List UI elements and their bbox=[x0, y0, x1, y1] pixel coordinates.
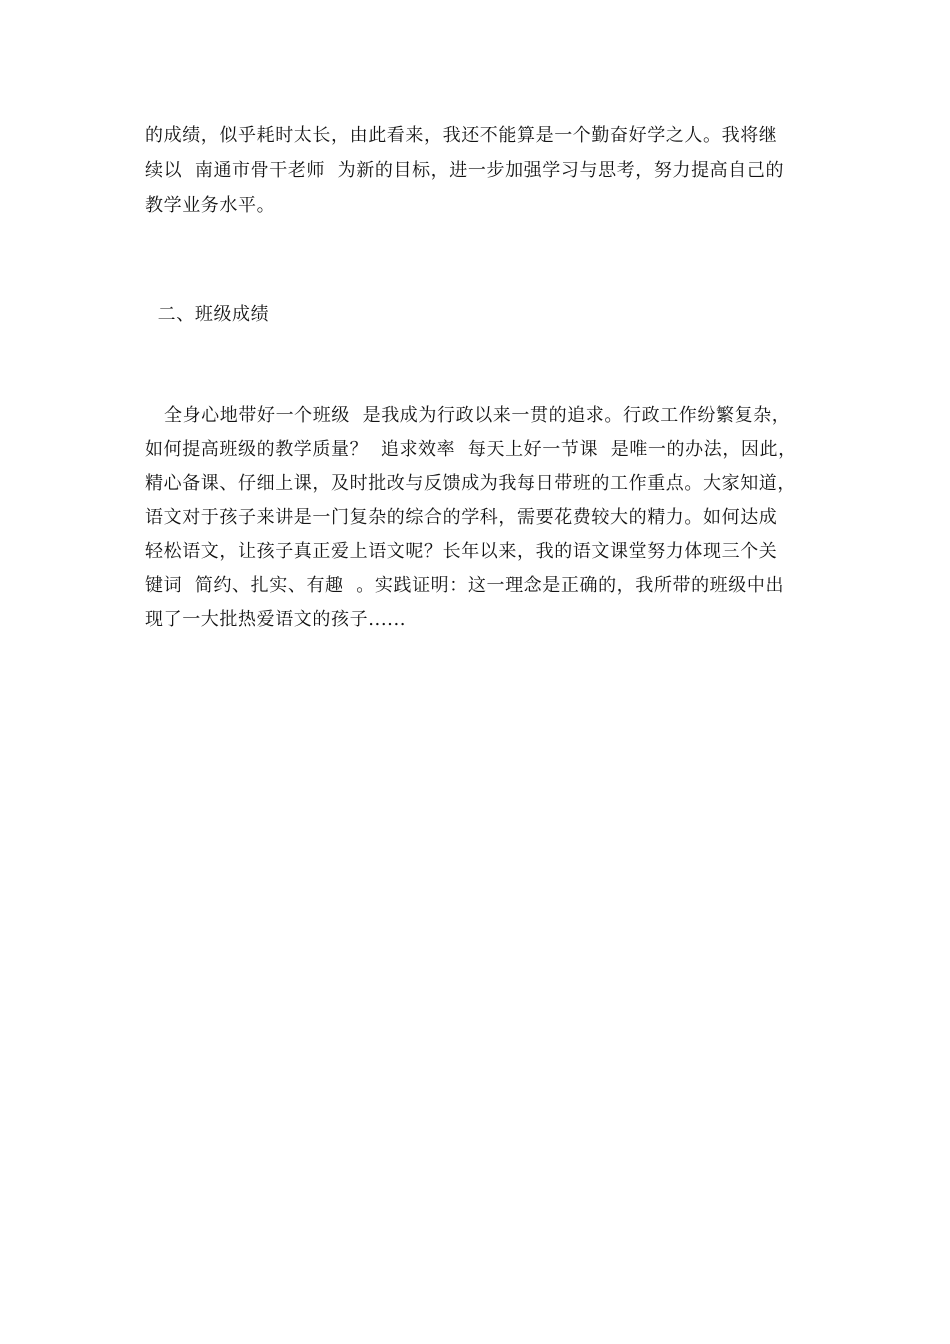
paragraph-2-line-4: 语文对于孩子来讲是一门复杂的综合的学科，需要花费较大的精力。如何达成 bbox=[145, 507, 778, 528]
paragraph-2-line-3: 精心备课、仔细上课，及时批改与反馈成为我每日带班的工作重点。大家知道， bbox=[145, 473, 796, 494]
paragraph-2-line-6: 键词 简约、扎实、有趣 。实践证明：这一理念是正确的，我所带的班级中出 bbox=[145, 575, 785, 596]
paragraph-2-line-5: 轻松语文，让孩子真正爱上语文呢？长年以来，我的语文课堂努力体现三个关 bbox=[145, 541, 778, 562]
section-heading: 二、班级成绩 bbox=[145, 304, 270, 325]
paragraph-2-line-1: 全身心地带好一个班级 是我成为行政以来一贯的追求。行政工作纷繁复杂， bbox=[145, 405, 791, 426]
paragraph-1-line-2: 续以 南通市骨干老师 为新的目标，进一步加强学习与思考，努力提高自己的 bbox=[145, 160, 785, 181]
paragraph-1-line-3: 教学业务水平。 bbox=[145, 195, 276, 216]
paragraph-2-line-2: 如何提高班级的教学质量？ 追求效率 每天上好一节课 是唯一的办法，因此， bbox=[145, 439, 797, 460]
paragraph-2-line-7: 现了一大批热爱语文的孩子...... bbox=[145, 609, 407, 630]
paragraph-1-line-1: 的成绩，似乎耗时太长，由此看来，我还不能算是一个勤奋好学之人。我将继 bbox=[145, 125, 778, 146]
